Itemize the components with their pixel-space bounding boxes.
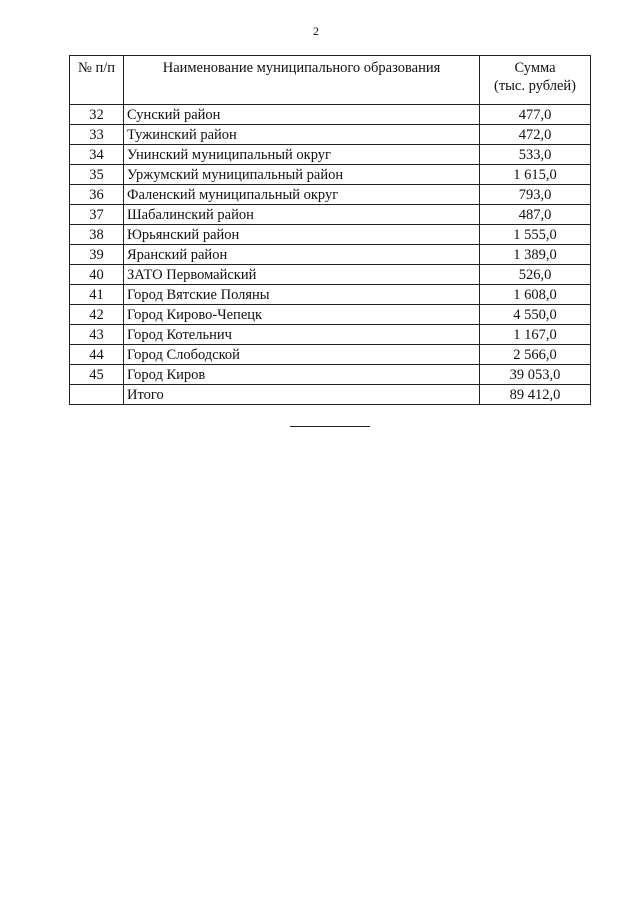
row-num: 34 (70, 145, 124, 165)
row-sum: 2 566,0 (480, 345, 591, 365)
table-row (70, 285, 591, 305)
header-sum (480, 56, 591, 105)
table-row (70, 225, 591, 245)
allocation-table (69, 55, 591, 405)
row-num: 40 (70, 265, 124, 285)
row-name: ЗАТО Первомайский (124, 265, 480, 285)
row-sum: 1 555,0 (480, 225, 591, 245)
row-name: Город Слободской (124, 345, 480, 365)
row-sum: 526,0 (480, 265, 591, 285)
row-sum: 477,0 (480, 105, 591, 125)
row-num: 42 (70, 305, 124, 325)
closing-rule (290, 426, 370, 427)
row-name: Город Киров (124, 365, 480, 385)
row-sum: 1 167,0 (480, 325, 591, 345)
table-row (70, 165, 591, 185)
row-sum: 1 608,0 (480, 285, 591, 305)
row-name: Унинский муниципальный округ (124, 145, 480, 165)
total-row (70, 385, 591, 405)
row-name: Юрьянский район (124, 225, 480, 245)
table-row (70, 185, 591, 205)
row-num (70, 385, 124, 405)
row-sum: 793,0 (480, 185, 591, 205)
row-sum: 89 412,0 (480, 385, 591, 405)
row-num: 44 (70, 345, 124, 365)
table-row (70, 105, 591, 125)
table-row (70, 245, 591, 265)
row-num: 38 (70, 225, 124, 245)
table-row (70, 345, 591, 365)
row-num: 32 (70, 105, 124, 125)
header-name: Наименование муниципального образования (124, 56, 480, 105)
table-row (70, 325, 591, 345)
header-num: № п/п (70, 56, 124, 105)
row-num: 35 (70, 165, 124, 185)
row-name: Яранский район (124, 245, 480, 265)
row-sum: 39 053,0 (480, 365, 591, 385)
row-num: 36 (70, 185, 124, 205)
table-row (70, 205, 591, 225)
table-header-row (70, 56, 591, 105)
row-sum: 1 389,0 (480, 245, 591, 265)
table-row (70, 125, 591, 145)
row-name: Город Котельнич (124, 325, 480, 345)
row-sum: 1 615,0 (480, 165, 591, 185)
page-number: 2 (313, 24, 319, 38)
row-num: 39 (70, 245, 124, 265)
row-num: 41 (70, 285, 124, 305)
row-name: Город Вятские Поляны (124, 285, 480, 305)
row-num: 43 (70, 325, 124, 345)
row-name: Итого (124, 385, 480, 405)
row-name: Уржумский муниципальный район (124, 165, 480, 185)
row-num: 37 (70, 205, 124, 225)
row-name: Тужинский район (124, 125, 480, 145)
header-sum-line2: (тыс. рублей) (494, 78, 576, 94)
row-sum: 487,0 (480, 205, 591, 225)
row-sum: 533,0 (480, 145, 591, 165)
row-sum: 4 550,0 (480, 305, 591, 325)
row-num: 45 (70, 365, 124, 385)
table-body (70, 105, 591, 405)
row-num: 33 (70, 125, 124, 145)
row-name: Фаленский муниципальный округ (124, 185, 480, 205)
row-sum: 472,0 (480, 125, 591, 145)
table-row (70, 305, 591, 325)
row-name: Город Кирово-Чепецк (124, 305, 480, 325)
table-row (70, 265, 591, 285)
table-row (70, 365, 591, 385)
table-row (70, 145, 591, 165)
header-sum-line1: Сумма (514, 60, 556, 76)
row-name: Сунский район (124, 105, 480, 125)
row-name: Шабалинский район (124, 205, 480, 225)
